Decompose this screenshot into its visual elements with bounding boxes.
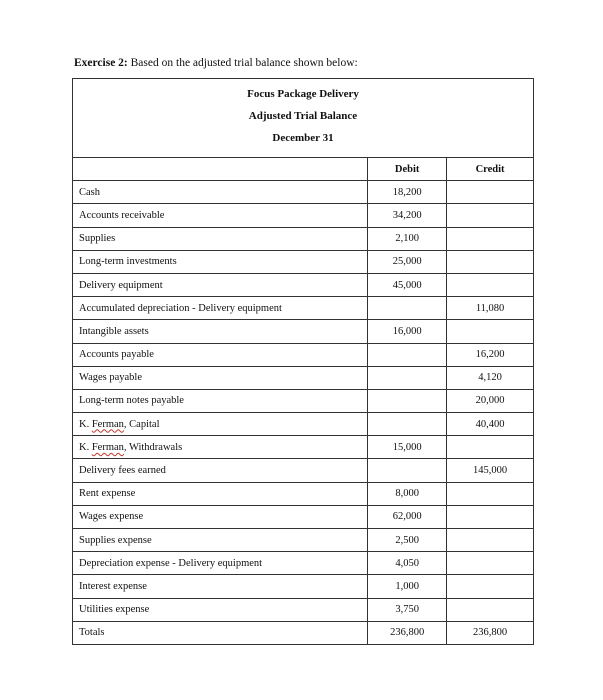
account-name bbox=[73, 436, 368, 459]
debit-amount bbox=[368, 459, 447, 482]
account-name-suffix: , Capital bbox=[123, 418, 160, 430]
account-name: Accounts payable bbox=[73, 343, 368, 366]
account-name-suffix: , Withdrawals bbox=[123, 441, 183, 453]
column-header-row bbox=[73, 158, 534, 181]
account-name: Supplies expense bbox=[73, 529, 368, 552]
credit-amount bbox=[447, 575, 534, 598]
account-name: Supplies bbox=[73, 227, 368, 250]
account-name: Rent expense bbox=[73, 482, 368, 505]
credit-amount bbox=[447, 227, 534, 250]
debit-amount bbox=[368, 366, 447, 389]
account-name-owner: Ferman bbox=[91, 441, 124, 453]
account-name: Depreciation expense - Delivery equipment bbox=[73, 552, 368, 575]
debit-amount: 18,200 bbox=[368, 181, 447, 204]
credit-amount: 11,080 bbox=[447, 297, 534, 320]
table-row bbox=[73, 297, 534, 320]
credit-amount: 16,200 bbox=[447, 343, 534, 366]
credit-amount bbox=[447, 598, 534, 621]
account-name: Wages expense bbox=[73, 505, 368, 528]
credit-amount bbox=[447, 482, 534, 505]
debit-amount: 16,000 bbox=[368, 320, 447, 343]
credit-amount bbox=[447, 320, 534, 343]
debit-amount: 1,000 bbox=[368, 575, 447, 598]
account-name: Accumulated depreciation - Delivery equipment bbox=[73, 297, 368, 320]
debit-amount bbox=[368, 413, 447, 436]
statement-heading bbox=[73, 79, 534, 158]
exercise-intro bbox=[74, 57, 358, 69]
credit-amount: 4,120 bbox=[447, 366, 534, 389]
trial-balance-table bbox=[72, 78, 534, 645]
report-date: December 31 bbox=[272, 132, 334, 144]
credit-amount bbox=[447, 181, 534, 204]
credit-amount bbox=[447, 204, 534, 227]
debit-amount: 15,000 bbox=[368, 436, 447, 459]
debit-amount: 25,000 bbox=[368, 250, 447, 273]
table-row bbox=[73, 343, 534, 366]
debit-amount: 2,100 bbox=[368, 227, 447, 250]
account-name bbox=[73, 413, 368, 436]
debit-amount: 236,800 bbox=[368, 621, 447, 644]
table-row bbox=[73, 250, 534, 273]
account-name: Accounts receivable bbox=[73, 204, 368, 227]
account-name: Cash bbox=[73, 181, 368, 204]
credit-amount bbox=[447, 436, 534, 459]
debit-amount: 34,200 bbox=[368, 204, 447, 227]
table-row bbox=[73, 505, 534, 528]
debit-amount: 3,750 bbox=[368, 598, 447, 621]
table-row bbox=[73, 482, 534, 505]
table-row bbox=[73, 204, 534, 227]
table-row bbox=[73, 273, 534, 296]
credit-amount: 236,800 bbox=[447, 621, 534, 644]
table-row bbox=[73, 575, 534, 598]
account-name: Delivery equipment bbox=[73, 273, 368, 296]
table-row bbox=[73, 621, 534, 644]
table-row bbox=[73, 320, 534, 343]
table-row bbox=[73, 227, 534, 250]
debit-amount bbox=[368, 389, 447, 412]
exercise-label: Exercise 2: bbox=[74, 57, 128, 69]
account-name: Wages payable bbox=[73, 366, 368, 389]
account-name: Utilities expense bbox=[73, 598, 368, 621]
table-row bbox=[73, 413, 534, 436]
table-row bbox=[73, 436, 534, 459]
credit-amount bbox=[447, 273, 534, 296]
debit-column-header: Debit bbox=[368, 158, 447, 181]
credit-amount bbox=[447, 250, 534, 273]
account-name: Long-term investments bbox=[73, 250, 368, 273]
debit-amount: 45,000 bbox=[368, 273, 447, 296]
credit-amount: 20,000 bbox=[447, 389, 534, 412]
debit-amount: 4,050 bbox=[368, 552, 447, 575]
table-row bbox=[73, 598, 534, 621]
credit-amount bbox=[447, 552, 534, 575]
table-row bbox=[73, 181, 534, 204]
company-name: Focus Package Delivery bbox=[247, 88, 359, 100]
debit-amount: 8,000 bbox=[368, 482, 447, 505]
account-name-owner: Ferman bbox=[91, 418, 124, 430]
account-name-prefix: K. bbox=[79, 418, 92, 430]
account-name: Totals bbox=[73, 621, 368, 644]
report-title: Adjusted Trial Balance bbox=[248, 110, 358, 122]
credit-amount bbox=[447, 529, 534, 552]
table-row bbox=[73, 389, 534, 412]
table-row bbox=[73, 459, 534, 482]
credit-amount: 145,000 bbox=[447, 459, 534, 482]
table-row bbox=[73, 366, 534, 389]
account-name: Interest expense bbox=[73, 575, 368, 598]
debit-amount bbox=[368, 343, 447, 366]
credit-amount bbox=[447, 505, 534, 528]
account-name-prefix: K. bbox=[79, 441, 92, 453]
account-name: Long-term notes payable bbox=[73, 389, 368, 412]
debit-amount: 2,500 bbox=[368, 529, 447, 552]
table-row bbox=[73, 552, 534, 575]
debit-amount bbox=[368, 297, 447, 320]
debit-amount: 62,000 bbox=[368, 505, 447, 528]
account-name: Delivery fees earned bbox=[73, 459, 368, 482]
account-column-header bbox=[73, 158, 368, 181]
account-name: Intangible assets bbox=[73, 320, 368, 343]
credit-column-header: Credit bbox=[447, 158, 534, 181]
credit-amount: 40,400 bbox=[447, 413, 534, 436]
exercise-instruction: Based on the adjusted trial balance shown below: bbox=[127, 57, 358, 69]
table-header-row bbox=[73, 79, 534, 158]
table-row bbox=[73, 529, 534, 552]
